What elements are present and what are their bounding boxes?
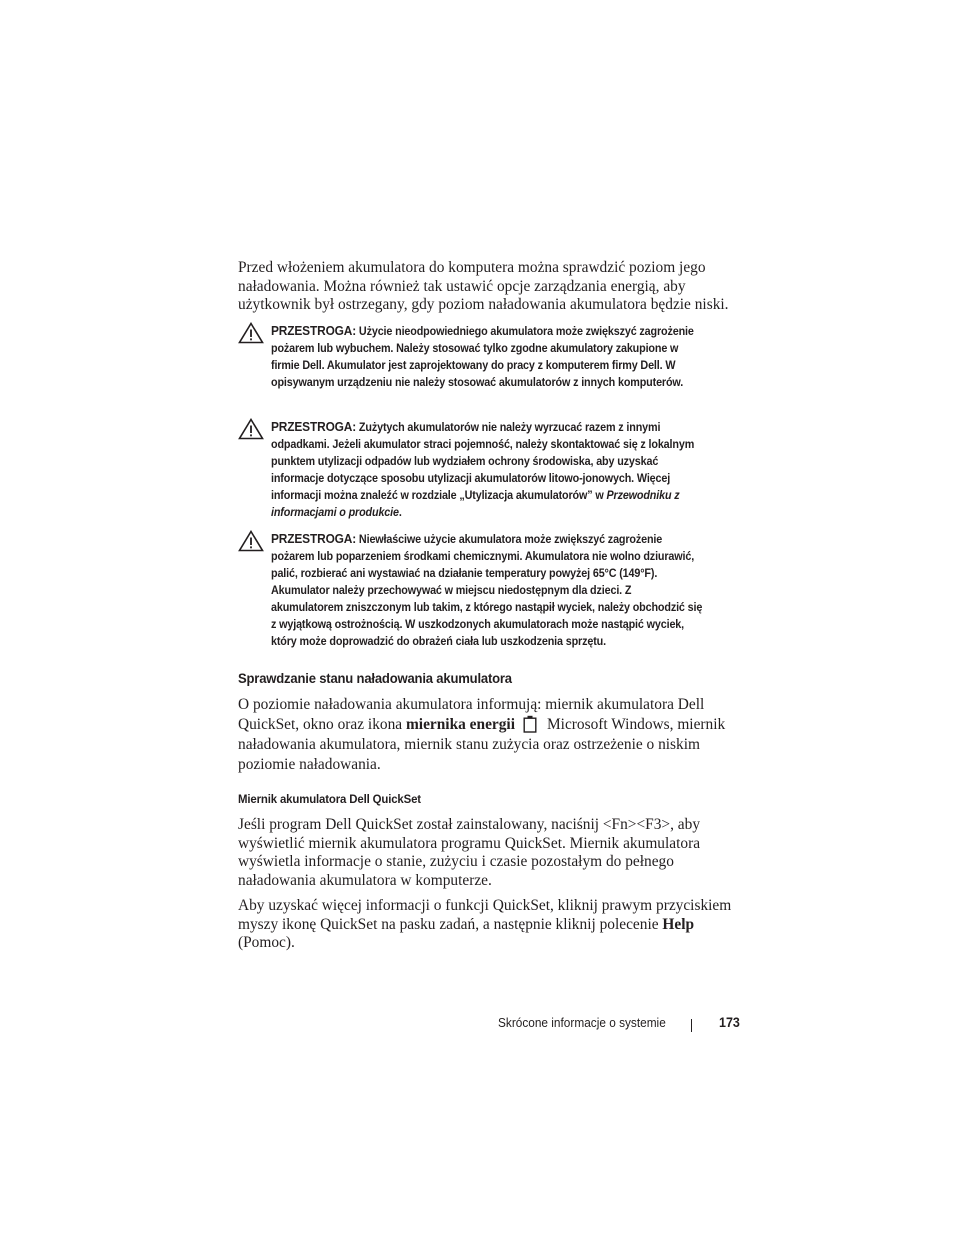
caution-text — [271, 322, 705, 391]
help-command: Help — [662, 915, 695, 933]
section-heading: Sprawdzanie stanu naładowania akumulatora — [238, 671, 512, 687]
section-paragraph-end: Microsoft Windows, miernik naładowania akumulatora, miernik stanu zużycia oraz ostrzeżenie o niskim poziomie naładowania. — [238, 716, 726, 773]
warning-triangle-icon — [238, 322, 264, 344]
help-paragraph-start: Aby uzyskać więcej informacji o funkcji QuickSet, kliknij prawym przyciskiem myszy ikonę QuickSet na pasku zadań, a następnie kliknij polecenie — [238, 897, 732, 933]
warning-triangle-icon — [238, 418, 264, 440]
guide-title: Przewodniku z informacjami o produkcie — [271, 489, 680, 519]
caution-label: PRZESTROGA: — [271, 323, 357, 338]
page-number: 173 — [719, 1015, 740, 1030]
caution-body: Niewłaściwe użycie akumulatora może zwiększyć zagrożenie pożarem lub poparzeniem środkami chemicznymi. Akumulatora nie wolno dziurawić, palić, rozbierać ani wystawiać na działanie temperatury powyżej 65°C (149°F). Akumulator należy przechowywać w miejscu niedostępnym dla dzieci. Z akumulatorem zniszczonym lub takim, z którego nastąpił wyciek, należy obchodzić się z wyjątkową ostrożnością. W uszkodzonych akumulatorach może nastąpić wyciek, który może doprowadzić do obrażeń ciała lub uszkodzenia sprzętu. — [271, 533, 703, 648]
section-paragraph — [238, 695, 736, 775]
intro-paragraph: Przed włożeniem akumulatora do komputera można sprawdzić poziom jego naładowania. Można również tak ustawić opcje zarządzania energią, aby użytkownik był ostrzegany, gdy poziom naładowania akumulatora będzie niski. — [238, 259, 729, 314]
caution-body-end: . — [398, 506, 402, 519]
quickset-help-paragraph — [238, 897, 736, 953]
quickset-paragraph: Jeśli program Dell QuickSet został zainstalowany, naciśnij <Fn><F3>, aby wyświetlić miernik akumulatora programu QuickSet. Miernik akumulatora wyświetla informacje o stanie, zużyciu i czasie pozostałym do pełnego naładowania akumulatora w komputerze. — [238, 816, 701, 889]
caution-label: PRZESTROGA: — [271, 419, 357, 434]
subsection-heading: Miernik akumulatora Dell QuickSet — [238, 792, 421, 806]
footer-section-title: Skrócone informacje o systemie — [498, 1016, 666, 1030]
caution-body: Zużytych akumulatorów nie należy wyrzucać razem z innymi odpadkami. Jeżeli akumulator straci pojemność, należy skontaktować się z lokalnym punktem utylizacji odpadów lub wydziałem ochrony środowiska, aby uzyskać informacje dotyczące sposobu utylizacji akumulatorów litowo-jonowych. Więcej informacji można znaleźć w rozdziale „Utylizacja akumulatorów” w — [271, 421, 695, 502]
caution-body: Użycie nieodpowiedniego akumulatora może zwiększyć zagrożenie pożarem lub wybuchem. Należy stosować tylko zgodne akumulatory zakupione w firmie Dell. Akumulator jest zaprojektowany do pracy z komputerem firmy Dell. W opisywanym urządzeniu nie należy stosować akumulatorów z innych komputerów. — [271, 325, 694, 389]
warning-triangle-icon — [238, 530, 264, 552]
caution-text — [271, 530, 705, 650]
caution-text — [271, 418, 705, 521]
battery-meter-term: miernika energii — [405, 716, 515, 733]
battery-meter-icon — [523, 715, 537, 733]
help-paragraph-end: (Pomoc). — [238, 934, 295, 952]
caution-label: PRZESTROGA: — [271, 531, 357, 546]
section-paragraph-start: O poziomie naładowania akumulatora informują: miernik akumulatora Dell QuickSet, okno oraz ikona — [238, 696, 705, 733]
footer-divider — [691, 1019, 692, 1032]
